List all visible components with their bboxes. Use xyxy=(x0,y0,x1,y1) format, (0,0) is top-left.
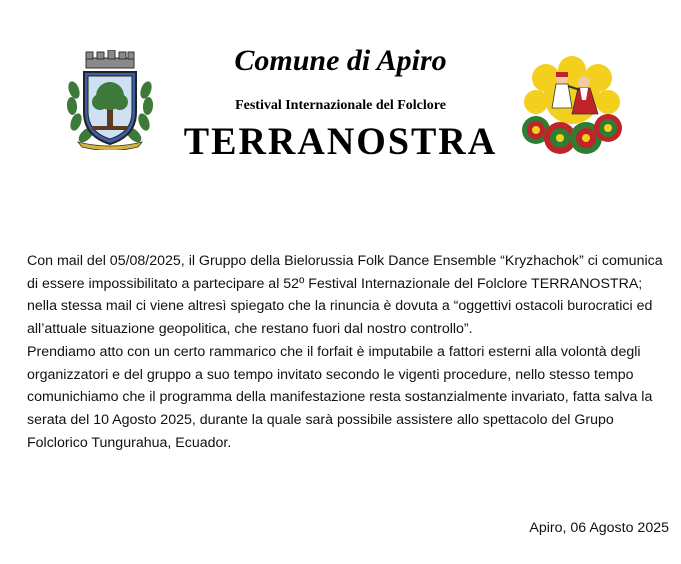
letterhead xyxy=(0,0,681,180)
folk-dancers-emblem-icon xyxy=(520,56,624,160)
page-title: Comune di Apiro xyxy=(234,44,447,77)
paragraph: Prendiamo atto con un certo rammarico che il forfait è imputabile a fattori esterni alla volontà degli organizzatori e del gruppo a suo tempo invitato secondo le vigenti procedure, nello stesso tempo comunichiamo che il programma della manifestazione resta sostanzialmente invariato, fatta salva la serata del 10 Agosto 2025, durante la quale sarà possibile assistere allo spettacolo del Grupo Folclorico Tungurahua, Ecuador. xyxy=(27,343,653,451)
festival-brand: TERRANOSTRA xyxy=(183,120,498,164)
festival-subtitle: Festival Internazionale del Folclore xyxy=(235,98,446,113)
paragraph: Con mail del 05/08/2025, il Gruppo della Bielorussia Folk Dance Ensemble “Kryzhachok” ci comunica di essere impossibilitato a partecipare al 52º Festival Internazionale del Folclore TERRANOSTRA; nella stessa mail ci viene altresì spiegato che la rinuncia è dovuta a “oggettivi ostacoli burocratici ed all’attuale situazione geopolitica, che restano fuori dal nostro controllo”. xyxy=(27,253,663,338)
place-date: Apiro, 06 Agosto 2025 xyxy=(529,520,669,536)
announcement-body xyxy=(27,250,667,454)
